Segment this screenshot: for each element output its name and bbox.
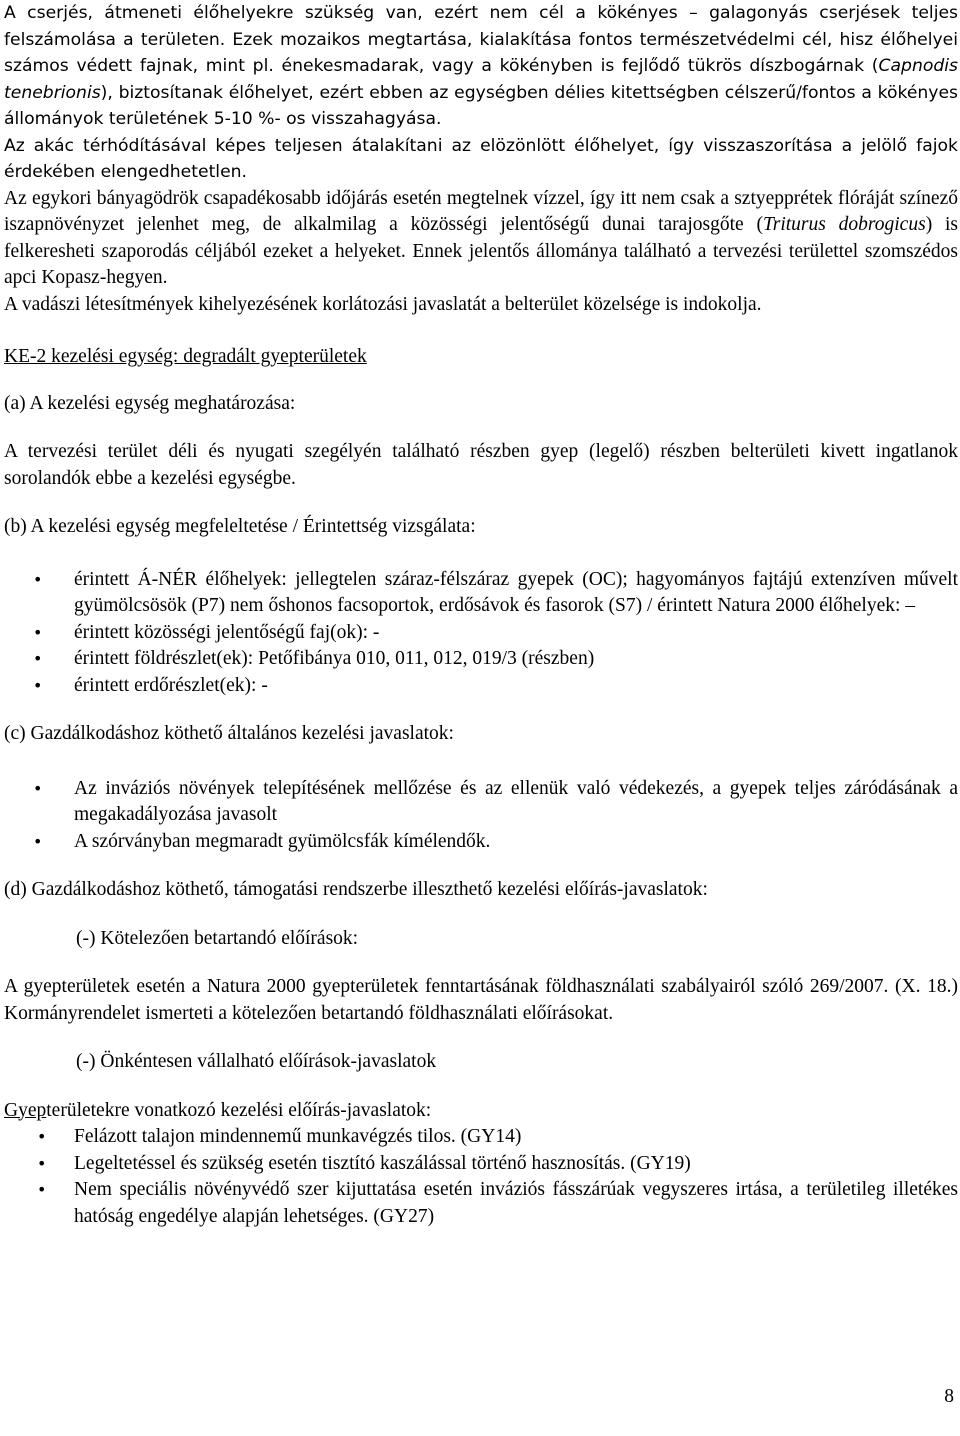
mandatory-label: (-) Kötelezően betartandó előírások: [76,927,359,949]
intro-paragraph-3 [4,186,958,292]
section-b-list [4,567,958,700]
list-item: • érintett földrészlet(ek): Petőfibánya 010, 011, 012, 019/3 (részben) [4,646,958,673]
section-d-label: (d) Gazdálkodáshoz köthető, támogatási rendszerbe illeszthető kezelési előírás-javaslatok: [4,879,708,900]
section-b-label: (b) A kezelési egység megfeleltetése / Érintettség vizsgálata: [4,516,476,537]
list-item: • Felázott talajon mindennemű munkavégzés tilos. (GY14) [4,1124,958,1151]
document-page [4,0,958,1230]
mandatory-text: A gyepterületek esetén a Natura 2000 gyepterületek fenntartásának földhasználati szabályairól szóló 269/2007. (X. 18.) Kormányrendelet ismerteti a kötelezően betartandó földhasználati előírásokat. [4,976,958,1024]
grassland-label-rest: területekre vonatkozó kezelési előírás-javaslatok: [46,1099,432,1121]
list-item: • A szórványban megmaradt gyümölcsfák kímélendők. [4,829,958,856]
voluntary-label: (-) Önkéntesen vállalható előírások-javaslatok [76,1051,437,1072]
list-item: • érintett erdőrészlet(ek): - [4,673,958,700]
intro-paragraph-2: Az akác térhódításával képes teljesen átalakítani az elözönlött élőhelyet, így visszaszorítása a jelölő fajok érdekében elengedhetetlen. [4,135,958,182]
species-name-triturus: Triturus dobrogicus [762,214,926,235]
section-c-list [4,776,958,856]
grassland-label [4,1098,958,1125]
intro-p1-text-a: A cserjés, átmeneti élőhelyekre szükség van, ezért nem cél a kökényes – galagonyás cserjések teljes felszámolása a területen. Ezek mozaikos megtartása, kialakítása fontos természetvédelmi cél, hisz élőhelyei számos védett fajnak, mint pl. énekesmadarak, vagy a kökényben is fejlődő tükrös díszbogárnak ( [4,3,958,76]
intro-p1-text-b: ), biztosítanak élőhelyet, ezért ebben az egységben délies kitettségben célszerű/fontos a kökényes állományok területének 5-10 %- os visszahagyása. [4,82,958,129]
grassland-label-underlined: Gyep [4,1099,47,1121]
intro-p3-text-a: Az egykori bányagödrök csapadékosabb időjárás esetén megtelnek vízzel, így itt nem csak a sztyepprétek flóráját színező iszapnövényzet jelenhet meg, de alkalmilag a közösségi jelentőségű dunai tarajosgőte ( [4,187,958,235]
list-item: • Az inváziós növények telepítésének mellőzése és az ellenük való védekezés, a gyepek teljes záródásának a megakadályozása javasolt [4,776,958,829]
list-item: • érintett Á-NÉR élőhelyek: jellegtelen száraz-félszáraz gyepek (OC); hagyományos fajtájú extenzíven művelt gyümölcsösök (P7) nem őshonos facsoportok, erdősávok és fasorok (S7) / érintett Natura 2000 élőhelyek: – [4,567,958,620]
section-c-label: (c) Gazdálkodáshoz köthető általános kezelési javaslatok: [4,723,454,744]
section-a-text: A tervezési terület déli és nyugati szegélyén található részben gyep (legelő) részben belterületi kivett ingatlanok sorolandók ebbe a kezelési egységbe. [4,441,958,489]
intro-paragraph-4: A vadászi létesítmények kihelyezésének korlátozási javaslatát a belterület közelsége is indokolja. [4,293,762,315]
page-number: 8 [944,1386,954,1407]
list-item: • Legeltetéssel és szükség esetén tisztító kaszálással történő hasznosítás. (GY19) [4,1151,958,1178]
species-name-capnodis: Capnodis tenebrionis [4,56,958,103]
section-title: KE-2 kezelési egység: degradált gyepterületek [4,346,367,367]
list-item: • érintett közösségi jelentőségű faj(ok): - [4,620,958,647]
intro-p3-text-b: ) is felkeresheti szaporodás céljából ezeket a helyeket. Ennek jelentős állománya található a tervezési területtel szomszédos apci Kopasz-hegyen. [4,214,959,288]
intro-paragraph-1 [4,0,958,133]
list-item: • Nem speciális növényvédő szer kijuttatása esetén inváziós fásszárúak vegyszeres irtása, a területileg illetékes hatóság engedélye alapján lehetséges. (GY27) [4,1177,958,1230]
grassland-list [4,1124,958,1230]
section-a-label: (a) A kezelési egység meghatározása: [4,392,296,414]
